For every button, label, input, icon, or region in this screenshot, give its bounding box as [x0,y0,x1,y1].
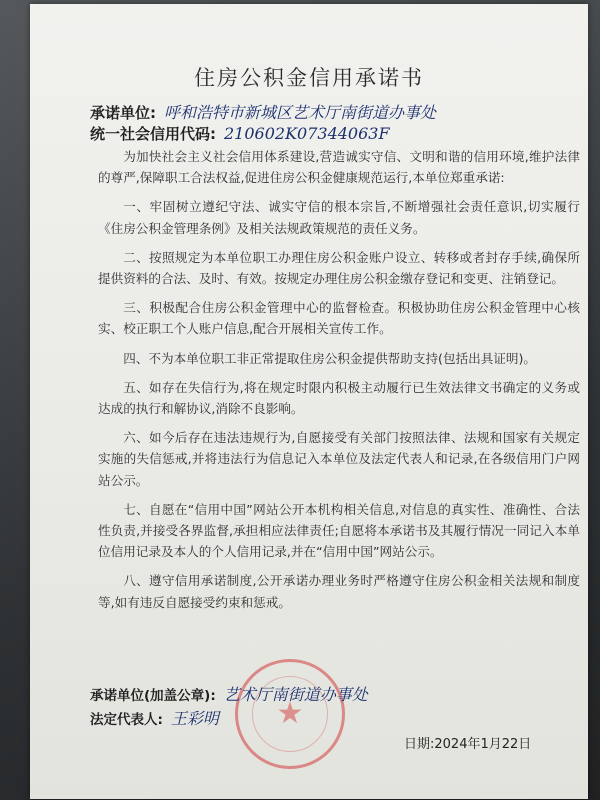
unit-label: 承诺单位: [90,104,156,122]
commitment-item-4: 四、不为本单位职工非正常提取住房公积金提供帮助支持(包括出具证明)。 [123,350,537,366]
unit-value: 呼和浩特市新城区艺术厅南街道办事处 [164,103,437,122]
legal-rep-signature: 王彩明 [170,709,219,728]
commitment-item-7: 七、自愿在“信用中国”网站公开本机构相关信息,对信息的真实性、准确性、合法性负责,并接受各界监督,承担相应法律责任;自愿将本承诺书及其履行情况一同记入本单位信用记录及本人的个人信用记录,并在“信用中国”网站公示。 [98,501,580,560]
date-line: 日期:2024年1月22日 [404,737,532,752]
document-page [30,4,588,799]
document-title: 住房公积金信用承诺书 [194,66,424,90]
commitment-item-5: 五、如存在失信行为,将在规定时限内积极主动履行已生效法律文书确定的义务或达成的执行和解协议,消除不良影响。 [98,379,580,417]
intro-paragraph: 为加快社会主义社会信用体系建设,营造诚实守信、文明和谐的信用环境,维护法律的尊严,保障职工合法权益,促进住房公积金健康规范运行,本单位郑重承诺: [98,149,580,186]
official-seal [235,659,345,769]
legal-rep-line [90,706,219,729]
commitment-item-2: 二、按照规定为本单位职工办理住房公积金账户设立、转移或者封存手续,确保所提供资料的合法、及时、有效。按规定办理住房公积金缴存登记和变更、注销登记。 [98,249,580,287]
sign-unit-line [90,682,368,705]
credit-code-value: 210602K07344063F [224,124,390,143]
legal-rep-label: 法定代表人: [90,712,163,728]
document-body [98,146,580,621]
commitment-item-1: 一、牢固树立遵纪守法、诚实守信的根本宗旨,不断增强社会责任意识,切实履行《住房公积金管理条例》及相关法规政策规范的责任义务。 [98,199,580,236]
sign-unit-label: 承诺单位(加盖公章): [90,688,216,704]
credit-code-line [90,123,390,144]
unit-line [90,100,436,123]
seal-star-icon: ★ [276,696,304,731]
sign-unit-signature: 艺术厅南街道办事处 [223,685,368,704]
commitment-item-3: 三、积极配合住房公积金管理中心的监督检查。积极协助住房公积金管理中心核实、校正职工个人账户信息,配合开展相关宣传工作。 [98,300,580,337]
commitment-item-6: 六、如今后存在违法违规行为,自愿接受有关部门按照法律、法规和国家有关规定实施的失信惩戒,并将违法行为信息记入本单位及法定代表人和记录,在各级信用门户网站公示。 [98,430,580,488]
commitment-item-8: 八、遵守信用承诺制度,公开承诺办理业务时严格遵守住房公积金相关法规和制度等,如有违反自愿接受约束和惩戒。 [98,573,580,610]
credit-code-label: 统一社会信用代码: [90,125,216,143]
